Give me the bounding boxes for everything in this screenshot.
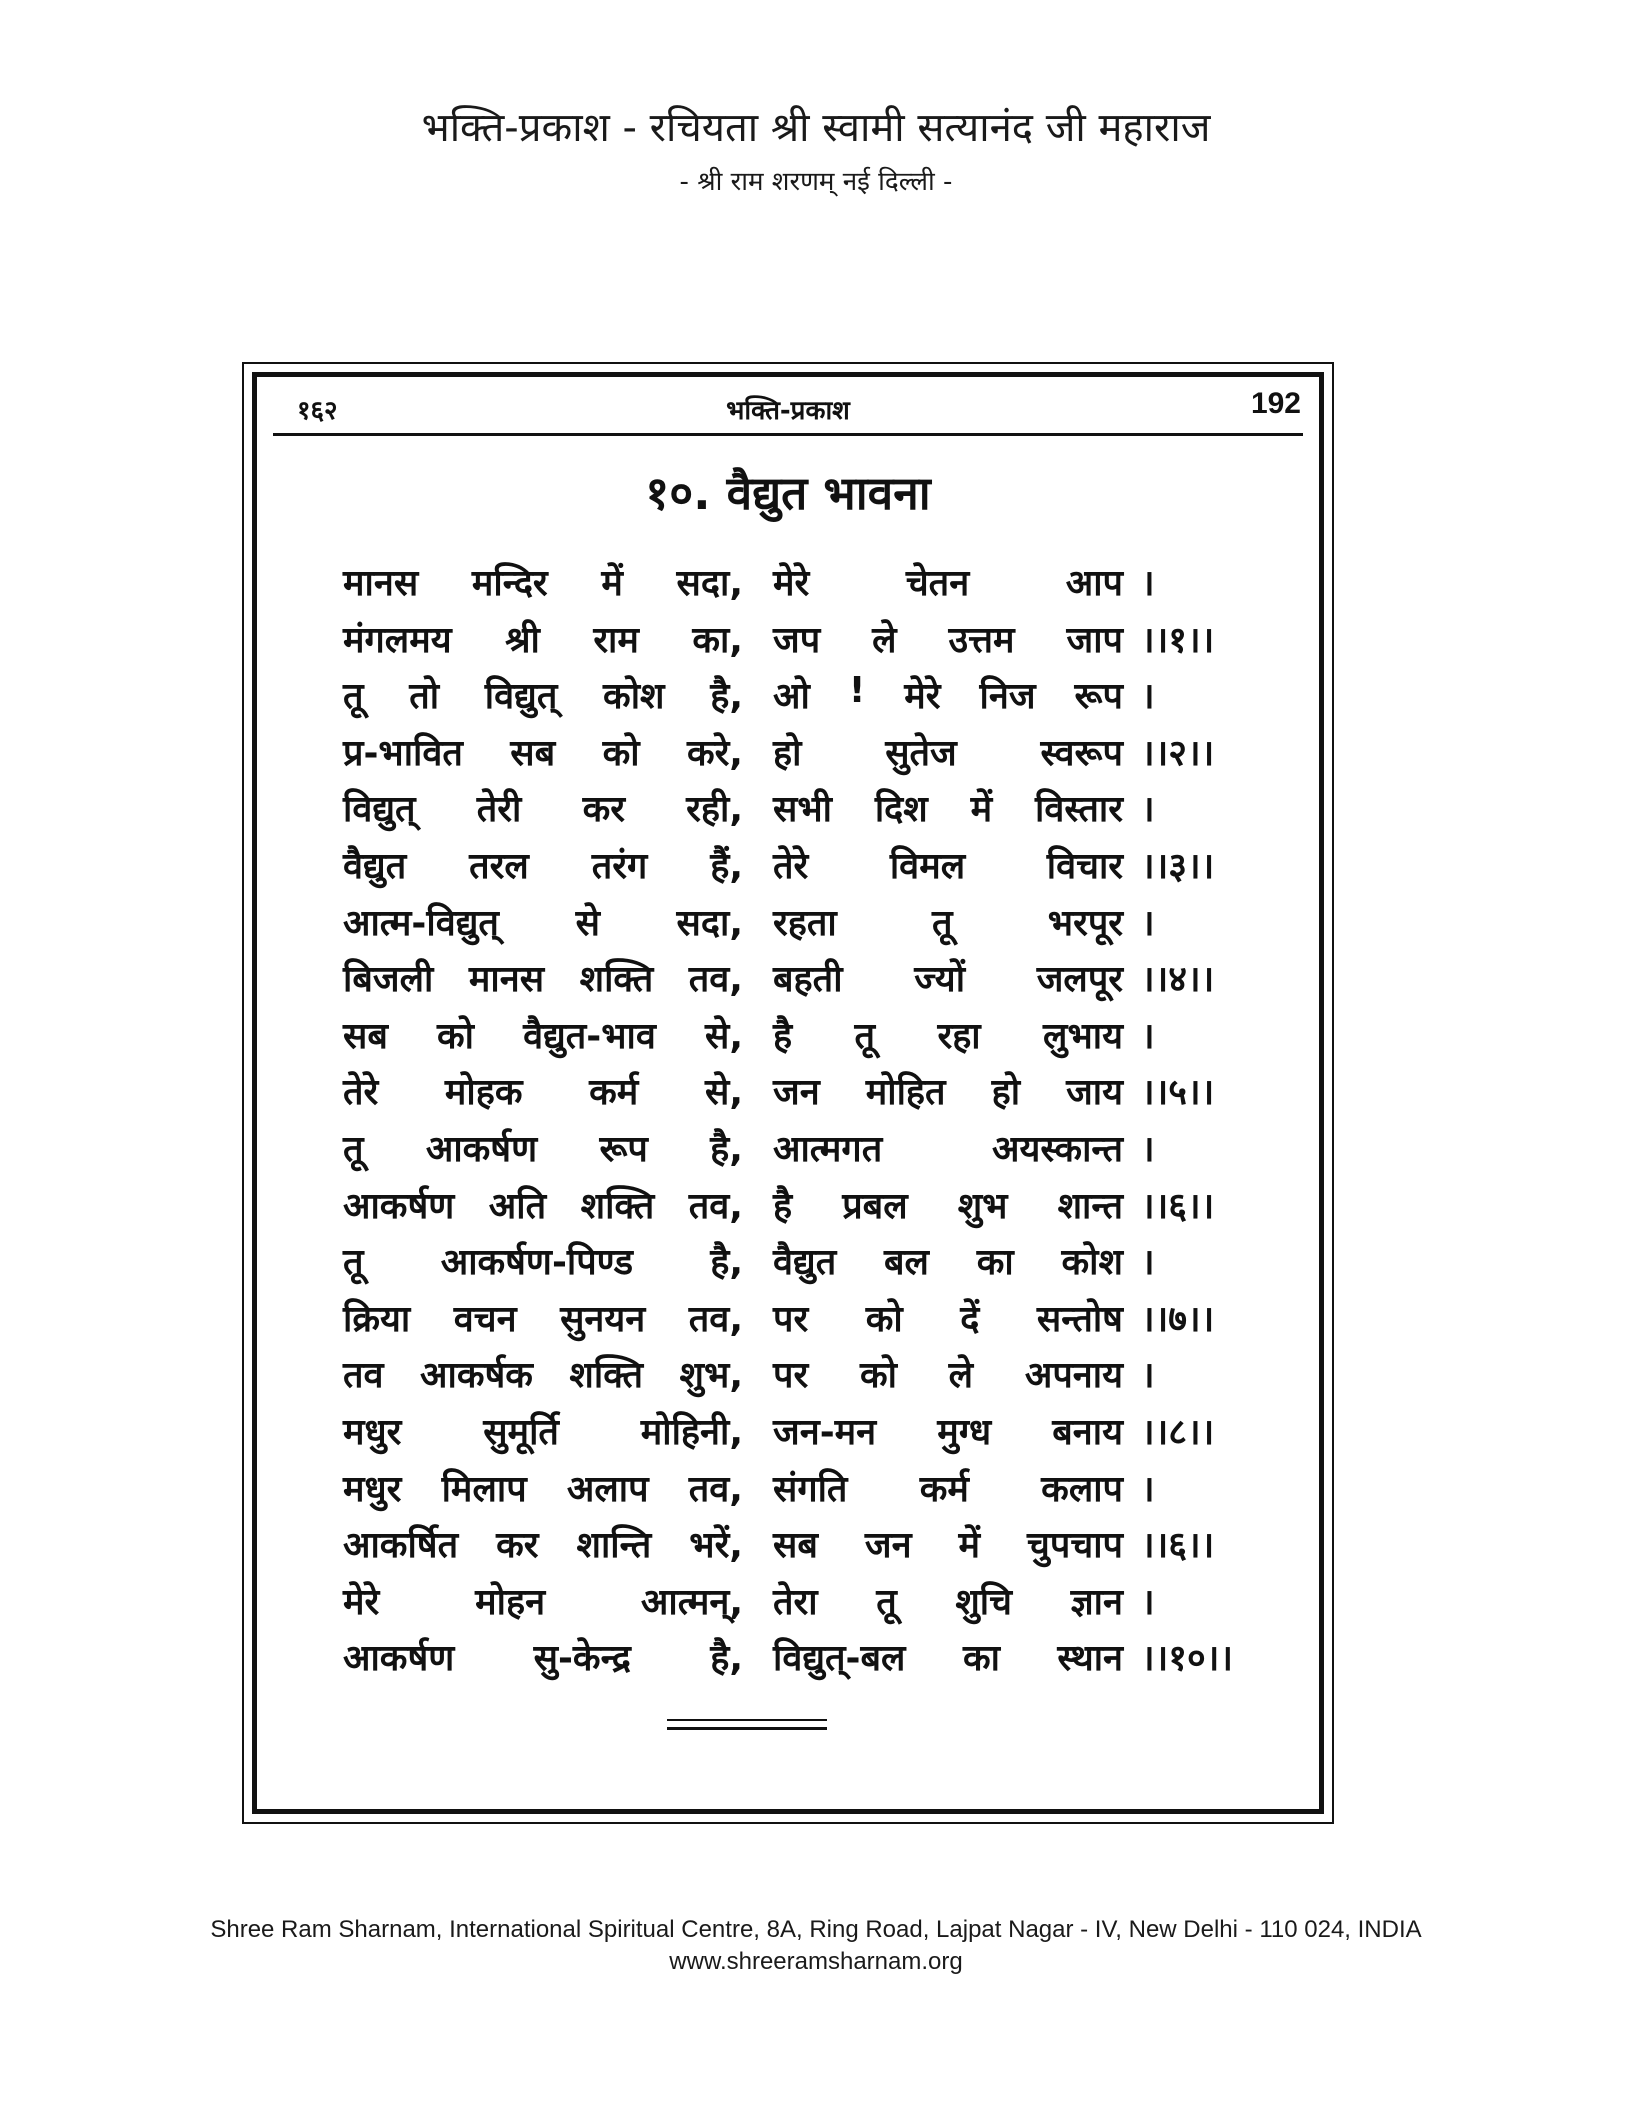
verse-word: कर्म	[589, 1072, 639, 1114]
verse-number: ।	[1141, 1242, 1155, 1284]
verse-number: ।	[1141, 1128, 1155, 1170]
verse-word: राम	[593, 619, 639, 661]
verse-word: मोहन	[475, 1581, 546, 1623]
verse-word: से	[575, 902, 600, 944]
verse-word: आत्मगत	[773, 1128, 883, 1170]
verse-first-half	[343, 614, 743, 663]
verse-second-half	[773, 614, 1123, 663]
verse-word: का	[976, 1242, 1014, 1284]
verse-word: ज्यों	[914, 959, 966, 1001]
verse-word: अपनाय	[1024, 1355, 1123, 1397]
verse-line	[343, 783, 1279, 840]
verse-word: हो	[773, 732, 802, 774]
verse-word: से,	[704, 1072, 743, 1114]
verse-word: विमल	[889, 845, 966, 887]
verse-word: मुग्ध	[937, 1411, 992, 1453]
verse-number: ।।८।।	[1141, 1411, 1215, 1453]
verse-number: ।।२।।	[1141, 732, 1215, 774]
verse-word: है,	[710, 676, 743, 718]
verse-word: दिश	[874, 789, 928, 831]
site-header	[0, 100, 1632, 202]
verse-word: तेरा	[773, 1581, 818, 1623]
verse-word: है,	[710, 1242, 743, 1284]
verse-word: अति	[488, 1185, 547, 1227]
verse-word: जाय	[1066, 1072, 1123, 1114]
verse-word: हो	[991, 1072, 1021, 1114]
verse-number: ।।६।।	[1141, 1185, 1215, 1227]
verse-number: ।	[1141, 902, 1155, 944]
verse-word: सब	[773, 1525, 818, 1567]
verse-word: करे,	[686, 732, 743, 774]
verse-word: ले	[948, 1355, 974, 1397]
verse-word: बहती	[773, 959, 843, 1001]
page-number: 192	[1250, 387, 1301, 420]
verse-word: में	[970, 789, 993, 831]
verse-block	[343, 557, 1279, 1689]
running-title: भक्ति-प्रकाश	[726, 396, 850, 426]
verse-word: मन्दिर	[471, 563, 548, 604]
verse-first-half	[343, 897, 743, 946]
verse-word: मिलाप	[441, 1468, 527, 1510]
verse-line	[343, 840, 1279, 897]
verse-word: सन्तोष	[1036, 1298, 1123, 1340]
verse-second-half	[773, 1293, 1123, 1342]
verse-word: चुपचाप	[1027, 1525, 1123, 1567]
verse-word: बल	[884, 1242, 929, 1284]
verse-word: अलाप	[566, 1468, 649, 1510]
site-subtitle: - श्री राम शरणम् नई दिल्ली -	[679, 167, 953, 197]
verse-word: रहता	[773, 902, 837, 944]
verse-word: श्री	[505, 619, 540, 661]
verse-word: है,	[710, 1128, 743, 1170]
page-number-devanagari: १६२	[297, 396, 338, 426]
verse-line	[343, 1180, 1279, 1237]
verse-word: वैद्युत-भाव	[523, 1015, 656, 1057]
verse-word: सदा,	[676, 902, 743, 944]
verse-word: मधुर	[343, 1411, 402, 1453]
verse-word: सुतेज	[885, 732, 957, 774]
verse-word: हैं,	[710, 845, 743, 887]
verse-second-half	[773, 1236, 1123, 1285]
verse-word: पर	[773, 1355, 809, 1397]
verse-word: पर	[773, 1298, 809, 1340]
verse-word: आप	[1065, 563, 1123, 604]
verse-number: ।	[1141, 1581, 1155, 1623]
verse-word: मोहक	[444, 1072, 523, 1114]
verse-word: में	[601, 563, 623, 604]
verse-number: ।।१।।	[1141, 619, 1215, 661]
verse-number: ।	[1141, 1015, 1155, 1057]
verse-word: रूप	[599, 1128, 648, 1170]
verse-word: आकर्षण-पिण्ड	[440, 1242, 634, 1284]
verse-word: कर	[582, 789, 625, 831]
verse-line	[343, 1576, 1279, 1633]
verse-word: शान्त	[1057, 1185, 1123, 1227]
verse-word: भरें,	[689, 1525, 743, 1567]
verse-word: सु-केन्द्र	[533, 1638, 631, 1680]
running-head	[257, 383, 1319, 431]
verse-word: तरंग	[591, 845, 648, 887]
verse-first-half	[343, 1576, 743, 1625]
verse-word: तू	[931, 902, 953, 944]
verse-line	[343, 727, 1279, 784]
verse-second-half	[773, 1349, 1123, 1398]
verse-second-half	[773, 1632, 1123, 1681]
verse-first-half	[343, 670, 743, 719]
footer-address: Shree Ram Sharnam, International Spiritual Centre, 8A, Ring Road, Lajpat Nagar - IV, New Delhi - 110 024, INDIA	[210, 1916, 1422, 1943]
verse-word: वचन	[453, 1298, 517, 1340]
verse-first-half	[343, 1463, 743, 1512]
verse-word: जप	[773, 619, 821, 661]
verse-line	[343, 1632, 1279, 1689]
verse-word: स्वरूप	[1040, 732, 1123, 774]
verse-word: आकर्षित	[343, 1525, 459, 1567]
verse-word: कर	[496, 1525, 539, 1567]
verse-word: उत्तम	[948, 619, 1015, 661]
verse-word: तव,	[688, 1298, 743, 1340]
verse-word: शक्ति	[580, 1185, 655, 1227]
verse-word: रहा	[937, 1015, 981, 1057]
verse-line	[343, 897, 1279, 954]
verse-second-half	[773, 783, 1123, 832]
verse-second-half	[773, 1180, 1123, 1229]
verse-word: को	[437, 1015, 474, 1057]
verse-word: सभी	[773, 789, 832, 831]
verse-word: संगति	[773, 1468, 848, 1510]
verse-word: सदा,	[676, 563, 743, 604]
verse-word: आकर्षण	[425, 1128, 538, 1170]
verse-word: !	[848, 670, 866, 712]
verse-line	[343, 1123, 1279, 1180]
verse-word: मंगलमय	[343, 619, 452, 661]
verse-word: सुनयन	[560, 1298, 646, 1340]
verse-word: तरल	[469, 845, 529, 887]
verse-word: सुमूर्ति	[483, 1411, 559, 1453]
verse-number: ।।७।।	[1141, 1298, 1215, 1340]
verse-word: विस्तार	[1035, 789, 1123, 831]
verse-word: शक्ति	[569, 1355, 644, 1397]
verse-second-half	[773, 1010, 1123, 1059]
verse-word: विचार	[1046, 845, 1123, 887]
verse-word: का,	[692, 619, 743, 661]
verse-line	[343, 614, 1279, 671]
verse-number: ।	[1141, 563, 1155, 604]
verse-line	[343, 557, 1279, 614]
verse-second-half	[773, 1066, 1123, 1115]
verse-word: वैद्युत	[773, 1242, 837, 1284]
verse-first-half	[343, 1519, 743, 1568]
verse-word: कर्म	[919, 1468, 969, 1510]
verse-word: तू	[876, 1581, 897, 1623]
verse-word: तव,	[688, 1468, 743, 1510]
verse-word: प्रबल	[842, 1185, 908, 1227]
verse-line	[343, 1293, 1279, 1350]
footer-url: www.shreeramsharnam.org	[669, 1948, 963, 1975]
verse-word: रूप	[1074, 676, 1123, 718]
verse-word: रही,	[686, 789, 743, 831]
verse-number: ।	[1141, 789, 1155, 831]
verse-word: तू	[343, 1242, 364, 1284]
verse-second-half	[773, 1576, 1123, 1625]
verse-number: ।।३।।	[1141, 845, 1215, 887]
verse-line	[343, 1010, 1279, 1067]
verse-word: दें	[960, 1298, 980, 1340]
verse-number: ।	[1141, 1468, 1155, 1510]
verse-number: ।।६।।	[1141, 1525, 1215, 1567]
verse-line	[343, 1463, 1279, 1520]
verse-word: शुभ,	[679, 1355, 743, 1397]
end-rule	[667, 1719, 827, 1730]
verse-second-half	[773, 953, 1123, 1002]
book-page-inner-frame	[252, 372, 1324, 1814]
verse-word: मेरे	[773, 563, 810, 604]
verse-word: तव,	[688, 959, 743, 1001]
verse-word: को	[859, 1355, 897, 1397]
verse-word: जन	[773, 1072, 820, 1114]
verse-word: सब	[510, 732, 556, 774]
verse-word: शान्ति	[576, 1525, 652, 1567]
verse-word: आत्मन्,	[640, 1581, 743, 1623]
verse-line	[343, 1066, 1279, 1123]
verse-word: आकर्षण	[343, 1185, 455, 1227]
verse-first-half	[343, 1293, 743, 1342]
verse-line	[343, 1406, 1279, 1463]
verse-word: आकर्षण	[343, 1638, 455, 1680]
verse-word: का	[962, 1638, 1000, 1680]
verse-word: स्थान	[1057, 1638, 1123, 1680]
verse-word: बिजली	[343, 959, 434, 1001]
verse-word: शुचि	[955, 1581, 1012, 1623]
verse-word: है	[773, 1185, 793, 1227]
verse-first-half	[343, 840, 743, 889]
verse-word: चेतन	[905, 563, 970, 604]
verse-second-half	[773, 840, 1123, 889]
verse-word: मानस	[343, 563, 419, 604]
verse-second-half	[773, 557, 1123, 606]
verse-word: शक्ति	[579, 959, 654, 1001]
verse-word: जन	[864, 1525, 912, 1567]
verse-word: बनाय	[1052, 1411, 1123, 1453]
verse-word: तव	[343, 1355, 384, 1397]
verse-first-half	[343, 727, 743, 776]
verse-word: मोहिनी,	[640, 1411, 743, 1453]
verse-first-half	[343, 1010, 743, 1059]
verse-second-half	[773, 1463, 1123, 1512]
verse-word: ओ	[773, 676, 810, 718]
verse-word: को	[865, 1298, 903, 1340]
verse-word: जन-मन	[773, 1411, 877, 1453]
verse-word: कोश	[1061, 1242, 1123, 1284]
verse-word: कलाप	[1041, 1468, 1123, 1510]
verse-word: तू	[343, 676, 364, 718]
verse-first-half	[343, 783, 743, 832]
verse-word: जलपूर	[1036, 959, 1123, 1001]
verse-word: से,	[704, 1015, 743, 1057]
verse-word: भरपूर	[1047, 902, 1123, 944]
verse-first-half	[343, 1632, 743, 1681]
verse-line	[343, 1519, 1279, 1576]
verse-first-half	[343, 1236, 743, 1285]
verse-word: है,	[710, 1638, 743, 1680]
verse-word: तव,	[688, 1185, 743, 1227]
verse-word: तू	[343, 1128, 364, 1170]
verse-number: ।।१०।।	[1141, 1638, 1234, 1680]
verse-word: मोहित	[865, 1072, 946, 1114]
verse-word: अयस्कान्त	[992, 1128, 1123, 1170]
verse-first-half	[343, 1066, 743, 1115]
verse-word: आत्म-विद्युत्	[343, 902, 499, 944]
verse-word: मेरे	[343, 1581, 380, 1623]
verse-word: तेरे	[343, 1072, 379, 1114]
verse-word: में	[958, 1525, 981, 1567]
verse-first-half	[343, 1349, 743, 1398]
verse-second-half	[773, 1519, 1123, 1568]
verse-line	[343, 1349, 1279, 1406]
verse-second-half	[773, 670, 1123, 719]
verse-word: जाप	[1066, 619, 1123, 661]
verse-first-half	[343, 557, 743, 606]
verse-line	[343, 1236, 1279, 1293]
verse-word: मानस	[468, 959, 545, 1001]
verse-line	[343, 670, 1279, 727]
verse-word: शुभ	[957, 1185, 1008, 1227]
verse-line	[343, 953, 1279, 1010]
verse-word: निज	[979, 676, 1036, 718]
verse-word: ले	[872, 619, 897, 661]
verse-first-half	[343, 1123, 743, 1172]
chapter-title: १०. वैद्युत भावना	[645, 466, 931, 520]
verse-word: तो	[409, 676, 440, 718]
verse-word: तेरे	[773, 845, 809, 887]
verse-number: ।	[1141, 676, 1155, 718]
verse-word: है	[773, 1015, 793, 1057]
site-title: भक्ति-प्रकाश - रचियता श्री स्वामी सत्यानंद जी महाराज	[421, 105, 1211, 151]
verse-number: ।।५।।	[1141, 1072, 1215, 1114]
page-footer	[0, 1914, 1632, 1978]
verse-second-half	[773, 897, 1123, 946]
verse-word: तेरी	[476, 789, 522, 831]
verse-word: मधुर	[343, 1468, 402, 1510]
verse-word: क्रिया	[343, 1298, 411, 1340]
verse-second-half	[773, 727, 1123, 776]
header-rule	[273, 433, 1303, 436]
verse-word: विद्युत्	[343, 789, 416, 831]
verse-word: सब	[343, 1015, 388, 1057]
verse-word: विद्युत्	[484, 676, 558, 718]
verse-word: आकर्षक	[420, 1355, 533, 1397]
verse-number: ।	[1141, 1355, 1155, 1397]
verse-word: ज्ञान	[1070, 1581, 1123, 1623]
verse-number: ।।४।।	[1141, 959, 1215, 1001]
verse-word: विद्युत्-बल	[773, 1638, 906, 1680]
verse-second-half	[773, 1406, 1123, 1455]
verse-word: तू	[854, 1015, 876, 1057]
verse-second-half	[773, 1123, 1123, 1172]
book-page-frame	[242, 362, 1334, 1824]
verse-word: प्र-भावित	[343, 732, 463, 774]
verse-word: वैद्युत	[343, 845, 407, 887]
verse-word: लुभाय	[1043, 1015, 1123, 1057]
verse-first-half	[343, 953, 743, 1002]
verse-first-half	[343, 1406, 743, 1455]
verse-first-half	[343, 1180, 743, 1229]
verse-word: मेरे	[904, 676, 941, 718]
verse-word: को	[602, 732, 640, 774]
verse-word: कोश	[603, 676, 665, 718]
